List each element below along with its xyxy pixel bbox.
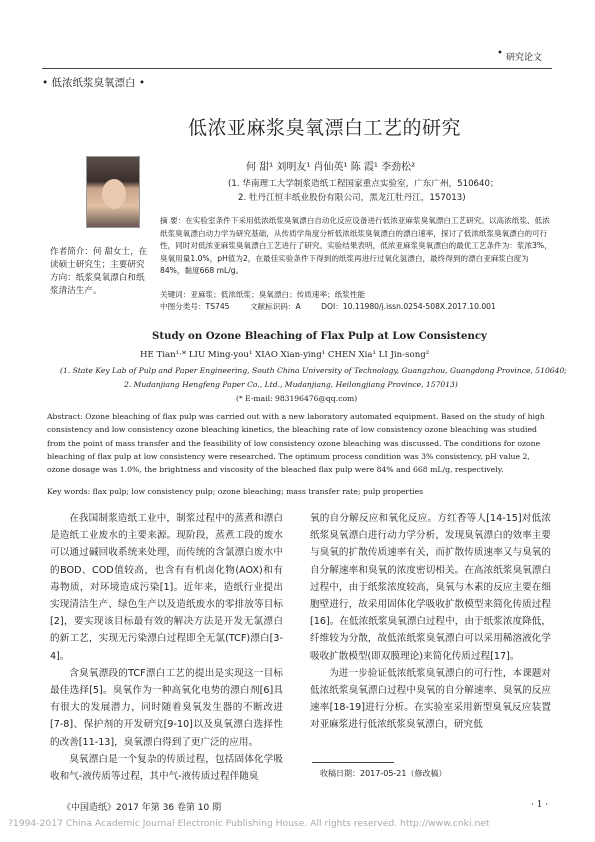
body-paragraph: 氧的自分解反应和氧化反应。方红香等人[14-15]对低浓纸浆臭氧漂白进行动力学分析，发现臭氧漂白的效率主要与臭氧的扩散传质速率有关，而扩散传质速率又与臭氧的自分解速率和臭氧的浓度密切相关。在高浓纸浆臭氧漂白过程中，由于纸浆浓度较高，臭氧与木素的反应主要在细胞壁进行，故采用固体化学吸收扩散模型来简化传质过程[16]。在低浓纸浆臭氧漂白过程中，由于纸浆浓度降低，纤维较为分散，故低浓纸浆臭氧漂白可以采用稀溶液化学吸收扩散模型(即双膜理论)来简化传质过程[17]。 [310, 513, 551, 662]
authors-cn: 何 甜¹ 刘明友¹ 肖仙英¹ 陈 霞¹ 李劲松² [246, 162, 416, 173]
email-en: (* E-mail: 983196476@qq.com) [236, 394, 358, 403]
author-photo [86, 156, 140, 228]
keywords-cn: 关键词：亚麻浆；低浓纸浆；臭氧漂白；传质速率；纸浆性能 [160, 290, 366, 299]
keywords-en: Key words: flax pulp; low consistency pulp; ozone bleaching; mass transfer rate; pulp properties [47, 487, 424, 496]
footnote-rule [312, 762, 394, 763]
header-rule [42, 68, 552, 69]
body-column-right [310, 510, 551, 734]
affiliation-en-2: 2. Mudanjiang Hengfeng Paper Co., Ltd., Mudanjiang, Heilongjiang Province, 157013) [124, 380, 458, 389]
doi: DOI：10.11980/j.issn.0254-508X.2017.10.001 [321, 302, 496, 311]
abstract-en: Abstract: Ozone bleaching of flax pulp was carried out with a new laboratory automated equipment. Based on the study of high consistency and low consistency ozone bleaching kinetics, the bleaching rate of low consistency ozone bleaching was studied from the point of mass transfer and the feasibility of low consistency ozone bleaching was discussed. The conditions for ozone bleaching of flax pulp at low consistency were researched. The optimum process condition was 3% consistency, pH value 2, ozone dosage was 1.0%, the brightness and viscosity of the bleached flax pulp were 84% and 668 mL/g, respectively. [47, 412, 545, 475]
title-cn: 低浓亚麻浆臭氧漂白工艺的研究 [188, 117, 462, 139]
header-bullet: • [497, 48, 503, 59]
received-date: 收稿日期：2017-05-21（修改稿） [320, 769, 447, 778]
author-bio: 作者简介：何 甜女士，在读硕士研究生；主要研究方向：纸浆臭氧漂白和纸浆清洁生产。 [50, 247, 148, 296]
affiliation-cn-1: (1. 华南理工大学制浆造纸工程国家重点实验室，广东广州，510640； [228, 179, 499, 189]
authors-en: HE Tian¹·* LIU Ming-you¹ XIAO Xian-ying¹ CHEN Xia¹ LI Jin-song² [140, 350, 430, 360]
classification-line [160, 301, 552, 312]
section-label: 研究论文 [506, 53, 543, 63]
body-paragraph: 在我国制浆造纸工业中，制浆过程中的蒸煮和漂白是造纸工业废水的主要来源。现阶段，蒸煮工段的废水可以通过碱回收系统来处理，而传统的含氯漂白废水中的BOD、COD值较高，也含有有机卤化物(AOX)和有毒物质，对环境造成污染[1]。近年来，造纸行业提出实现清洁生产、绿色生产以及造纸废水的零排放等目标[2]，要实现该目标最有效的解决方法是开发无氯漂白的新工艺，实现无污染漂白过程即全无氯(TCF)漂白[3-4]。 [50, 513, 283, 662]
copyright-line: ?1994-2017 China Academic Journal Electronic Publishing House. All rights reserved. http://www.cnki.net [8, 818, 490, 829]
body-paragraph: 为进一步验证低浓纸浆臭氧漂白的可行性，本课题对低浓纸浆臭氧漂白过程中臭氧的自分解速率、臭氧的反应速率[18-19]进行分析。在实验室采用新型臭氧反应装置对亚麻浆进行低浓纸浆臭氧漂白，研究低 [310, 667, 551, 731]
journal-footer: 《中国造纸》2017 年第 36 卷第 10 期 [62, 803, 222, 813]
body-paragraph: 臭氧漂白是一个复杂的传质过程，包括固体化学吸收和气-液传质等过程，其中气-液传质过程伴随臭 [50, 753, 283, 783]
affiliation-cn-2: 2. 牡丹江恒丰纸业股份有限公司，黑龙江牡丹江，157013) [238, 193, 466, 203]
page-number: · 1 · [531, 800, 549, 810]
body-column-left [50, 510, 283, 785]
body-paragraph: 含臭氧漂段的TCF漂白工艺的提出是实现这一目标最佳选择[5]。臭氧作为一种高氧化电势的漂白剂[6]具有很大的发展潜力，同时随着臭氧发生器的不断改进[7-8]、保护剂的开发研究[9-10]以及臭氧漂白选择性的改善[11-13]，臭氧漂白得到了更广泛的应用。 [50, 667, 283, 748]
affiliation-en-1: (1. State Key Lab of Pulp and Paper Engineering, South China University of Technology, Guangzhou, Guangdong Province, 510640; [60, 366, 567, 375]
clc-code: 中图分类号：TS745 [160, 302, 230, 311]
column-tag: • 低浓纸浆臭氧漂白 • [42, 77, 146, 89]
document-code: 文献标识码：A [249, 302, 301, 311]
abstract-cn: 摘 要：在实验室条件下采用低浓纸浆臭氧漂白自动化反应设备进行低浓亚麻浆臭氧漂白工艺研究。以高浓纸浆、低浓纸浆臭氧漂白动力学为研究基础，从传质学角度分析低浓纸浆臭氧漂白的漂白速率，探讨了低浓纸浆臭氧漂白的可行性，同时对低浓亚麻浆臭氧漂白工艺进行了研究。实验结果表明，低浓亚麻浆臭氧漂白的最优工艺条件为：浆浓3%，臭氧用量1.0%，pH值为2，在最佳实验条件下得到的纸浆再进行过氧化氢漂白，最终得到的漂白亚麻浆白度为84%，黏度668 mL/g。 [160, 216, 552, 275]
title-en: Study on Ozone Bleaching of Flax Pulp at Low Consistency [152, 330, 487, 342]
